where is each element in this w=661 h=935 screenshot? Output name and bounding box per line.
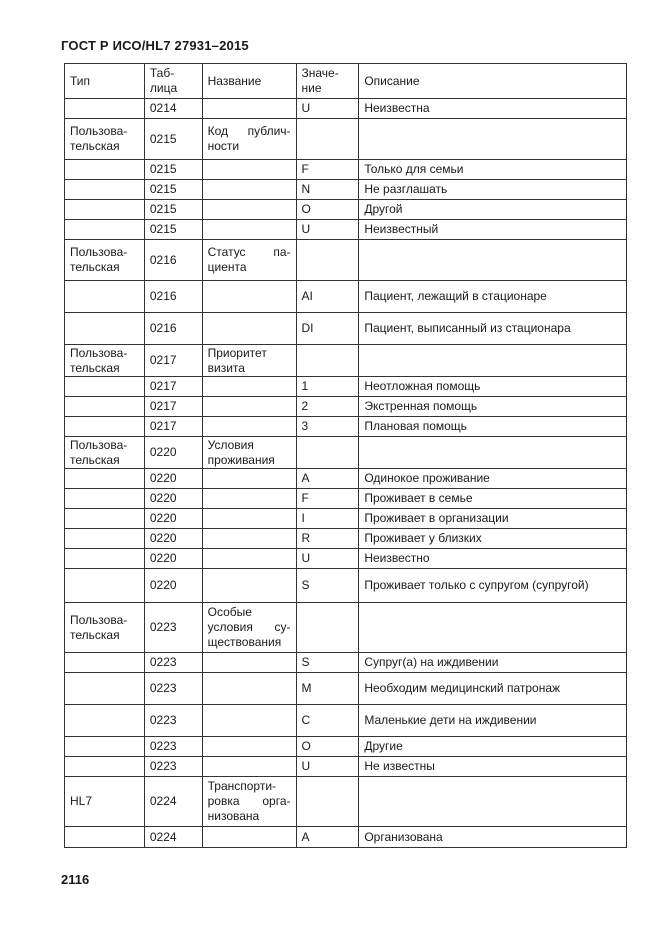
cell-table: 0220 [144, 489, 202, 509]
cell-type-text: Пользова- [70, 124, 128, 138]
cell-type [65, 737, 145, 757]
cell-type-text: тельская [70, 260, 120, 274]
cell-type [65, 377, 145, 397]
table-row [65, 397, 627, 417]
cell-name [202, 705, 296, 737]
cell-value: S [296, 653, 359, 673]
cell-type [65, 200, 145, 220]
cell-name-text: Особые [207, 605, 252, 619]
table-row [65, 509, 627, 529]
cell-table: 0217 [144, 345, 202, 377]
table-row [65, 313, 627, 345]
cell-value: O [296, 737, 359, 757]
cell-type [65, 240, 145, 281]
cell-type [65, 673, 145, 705]
table-row [65, 345, 627, 377]
table-row [65, 160, 627, 180]
cell-type [65, 313, 145, 345]
cell-value: I [296, 509, 359, 529]
cell-value: DI [296, 313, 359, 345]
cell-table: 0216 [144, 281, 202, 313]
cell-type [65, 549, 145, 569]
table-row [65, 99, 627, 119]
cell-table: 0217 [144, 417, 202, 437]
cell-description [359, 345, 627, 377]
cell-type [65, 757, 145, 777]
col-header-text: Тип [70, 73, 91, 88]
cell-name-text: Статус па- [207, 245, 291, 259]
cell-value: M [296, 673, 359, 705]
cell-name [202, 569, 296, 603]
cell-table: 0224 [144, 777, 202, 827]
col-header-text: Значе- [301, 66, 339, 80]
cell-value: A [296, 827, 359, 848]
cell-name [202, 549, 296, 569]
cell-type [65, 827, 145, 848]
cell-name [202, 99, 296, 119]
col-header-text: лица [149, 81, 178, 95]
cell-table: 0223 [144, 653, 202, 673]
cell-table: 0223 [144, 673, 202, 705]
cell-value [296, 603, 359, 653]
cell-name [202, 469, 296, 489]
cell-name [202, 377, 296, 397]
cell-type [65, 281, 145, 313]
cell-type [65, 160, 145, 180]
cell-name-text: Транспорти- [207, 779, 277, 793]
cell-value: U [296, 549, 359, 569]
cell-type-text: тельская [70, 627, 120, 642]
cell-value: F [296, 160, 359, 180]
cell-type-text: Пользова- [70, 612, 128, 627]
cell-type [65, 653, 145, 673]
cell-name-text: циента [207, 260, 247, 274]
cell-name-text: ществования [207, 635, 282, 649]
cell-value: U [296, 99, 359, 119]
document-header: ГОСТ Р ИСО/HL7 27931–2015 [61, 38, 249, 53]
table-row [65, 529, 627, 549]
cell-name [202, 313, 296, 345]
cell-table: 0214 [144, 99, 202, 119]
cell-name [202, 509, 296, 529]
table-row [65, 200, 627, 220]
cell-value: R [296, 529, 359, 549]
codes-table [64, 63, 627, 848]
cell-type [65, 469, 145, 489]
table-row [65, 281, 627, 313]
cell-description: Только для семьи [359, 160, 627, 180]
cell-name [202, 777, 296, 827]
col-header-text: Название [207, 73, 262, 88]
cell-name [202, 529, 296, 549]
cell-type [65, 509, 145, 529]
cell-type [65, 489, 145, 509]
cell-value: S [296, 569, 359, 603]
cell-description: Пациент, лежащий в стационаре [359, 281, 627, 313]
cell-description: Проживает у близких [359, 529, 627, 549]
col-header-text: Описание [364, 73, 420, 88]
cell-name [202, 240, 296, 281]
cell-type-text: тельская [70, 360, 120, 375]
cell-value [296, 777, 359, 827]
cell-name-text: проживания [207, 452, 275, 467]
cell-name [202, 437, 296, 469]
cell-description: Маленькие дети на иждивении [359, 705, 627, 737]
cell-table: 0220 [144, 437, 202, 469]
cell-description: Проживает в семье [359, 489, 627, 509]
col-header-value [296, 64, 359, 99]
cell-name [202, 281, 296, 313]
table-row [65, 240, 627, 281]
cell-type [65, 99, 145, 119]
cell-type [65, 397, 145, 417]
cell-description: Проживает в организации [359, 509, 627, 529]
table-row [65, 220, 627, 240]
cell-value [296, 119, 359, 160]
cell-table: 0223 [144, 603, 202, 653]
cell-table: 0216 [144, 313, 202, 345]
cell-name [202, 489, 296, 509]
cell-table: 0223 [144, 737, 202, 757]
cell-table: 0215 [144, 220, 202, 240]
cell-description: Не известны [359, 757, 627, 777]
cell-type [65, 777, 145, 827]
cell-table: 0220 [144, 509, 202, 529]
cell-value: A [296, 469, 359, 489]
cell-description: Экстренная помощь [359, 397, 627, 417]
table-row [65, 377, 627, 397]
table-row [65, 119, 627, 160]
cell-name-text: Код публич- [207, 124, 291, 138]
cell-table: 0217 [144, 397, 202, 417]
table-row [65, 569, 627, 603]
cell-name-text: Приоритет [207, 345, 267, 360]
col-header-name [202, 64, 296, 99]
cell-type-text: тельская [70, 139, 120, 153]
cell-description: Пациент, выписанный из стационара [359, 313, 627, 345]
col-header-table [144, 64, 202, 99]
table-row [65, 777, 627, 827]
cell-table: 0217 [144, 377, 202, 397]
cell-value: AI [296, 281, 359, 313]
cell-name [202, 180, 296, 200]
cell-value: N [296, 180, 359, 200]
cell-name-text: ровка орга- [207, 794, 291, 808]
cell-name [202, 397, 296, 417]
col-header-text: Таб- [149, 66, 175, 80]
cell-type [65, 437, 145, 469]
cell-description: Проживает только с супругом (супругой) [359, 569, 627, 603]
cell-description [359, 119, 627, 160]
cell-description: Не разглашать [359, 180, 627, 200]
cell-name [202, 200, 296, 220]
table-row [65, 603, 627, 653]
cell-name [202, 220, 296, 240]
cell-table: 0215 [144, 200, 202, 220]
cell-table: 0223 [144, 705, 202, 737]
cell-description [359, 437, 627, 469]
cell-name-text: ности [207, 139, 240, 153]
cell-name [202, 603, 296, 653]
cell-table: 0216 [144, 240, 202, 281]
cell-name-text: низована [207, 809, 260, 823]
cell-name [202, 160, 296, 180]
cell-value [296, 240, 359, 281]
cell-value: U [296, 220, 359, 240]
table-header-row [65, 64, 627, 99]
cell-name [202, 757, 296, 777]
cell-value: 2 [296, 397, 359, 417]
cell-type [65, 345, 145, 377]
cell-table: 0220 [144, 529, 202, 549]
cell-value: C [296, 705, 359, 737]
cell-table: 0220 [144, 469, 202, 489]
cell-name [202, 119, 296, 160]
cell-type-text: Пользова- [70, 437, 128, 452]
cell-description [359, 777, 627, 827]
cell-value: 1 [296, 377, 359, 397]
cell-type [65, 529, 145, 549]
cell-table: 0215 [144, 119, 202, 160]
col-header-type [65, 64, 145, 99]
cell-value: O [296, 200, 359, 220]
table-row [65, 737, 627, 757]
cell-type [65, 603, 145, 653]
cell-description: Другие [359, 737, 627, 757]
cell-description: Неизвестна [359, 99, 627, 119]
cell-value: U [296, 757, 359, 777]
cell-type-text: HL7 [70, 794, 93, 808]
col-header-text: ние [301, 81, 322, 95]
table-row [65, 827, 627, 848]
page-number: 2116 [61, 872, 90, 887]
cell-type [65, 220, 145, 240]
cell-type [65, 417, 145, 437]
cell-value [296, 345, 359, 377]
table-row [65, 673, 627, 705]
table-row [65, 180, 627, 200]
cell-table: 0224 [144, 827, 202, 848]
cell-type [65, 180, 145, 200]
cell-table: 0215 [144, 180, 202, 200]
cell-type [65, 705, 145, 737]
cell-description: Неотложная помощь [359, 377, 627, 397]
table-row [65, 469, 627, 489]
table-row [65, 653, 627, 673]
cell-table: 0215 [144, 160, 202, 180]
cell-description: Одинокое проживание [359, 469, 627, 489]
cell-type [65, 119, 145, 160]
cell-table: 0220 [144, 549, 202, 569]
cell-description: Неизвестно [359, 549, 627, 569]
cell-name [202, 417, 296, 437]
table-row [65, 549, 627, 569]
cell-value: 3 [296, 417, 359, 437]
cell-description: Плановая помощь [359, 417, 627, 437]
cell-name [202, 737, 296, 757]
cell-type-text: Пользова- [70, 245, 128, 259]
cell-description: Супруг(а) на иждивении [359, 653, 627, 673]
cell-value [296, 437, 359, 469]
cell-name-text: условия су- [207, 620, 291, 634]
cell-table: 0220 [144, 569, 202, 603]
cell-name [202, 827, 296, 848]
cell-name [202, 673, 296, 705]
cell-description: Неизвестный [359, 220, 627, 240]
col-header-description [359, 64, 627, 99]
cell-name-text: визита [207, 360, 245, 375]
table-row [65, 489, 627, 509]
table-row [65, 705, 627, 737]
cell-type-text: тельская [70, 452, 120, 467]
cell-description: Необходим медицинский патронаж [359, 673, 627, 705]
cell-type-text: Пользова- [70, 345, 128, 360]
cell-description: Другой [359, 200, 627, 220]
cell-type [65, 569, 145, 603]
cell-table: 0223 [144, 757, 202, 777]
cell-description [359, 240, 627, 281]
cell-value: F [296, 489, 359, 509]
table-row [65, 417, 627, 437]
cell-description [359, 603, 627, 653]
cell-name [202, 345, 296, 377]
table-row [65, 437, 627, 469]
cell-name [202, 653, 296, 673]
table-row [65, 757, 627, 777]
cell-name-text: Условия [207, 437, 254, 452]
cell-description: Организована [359, 827, 627, 848]
